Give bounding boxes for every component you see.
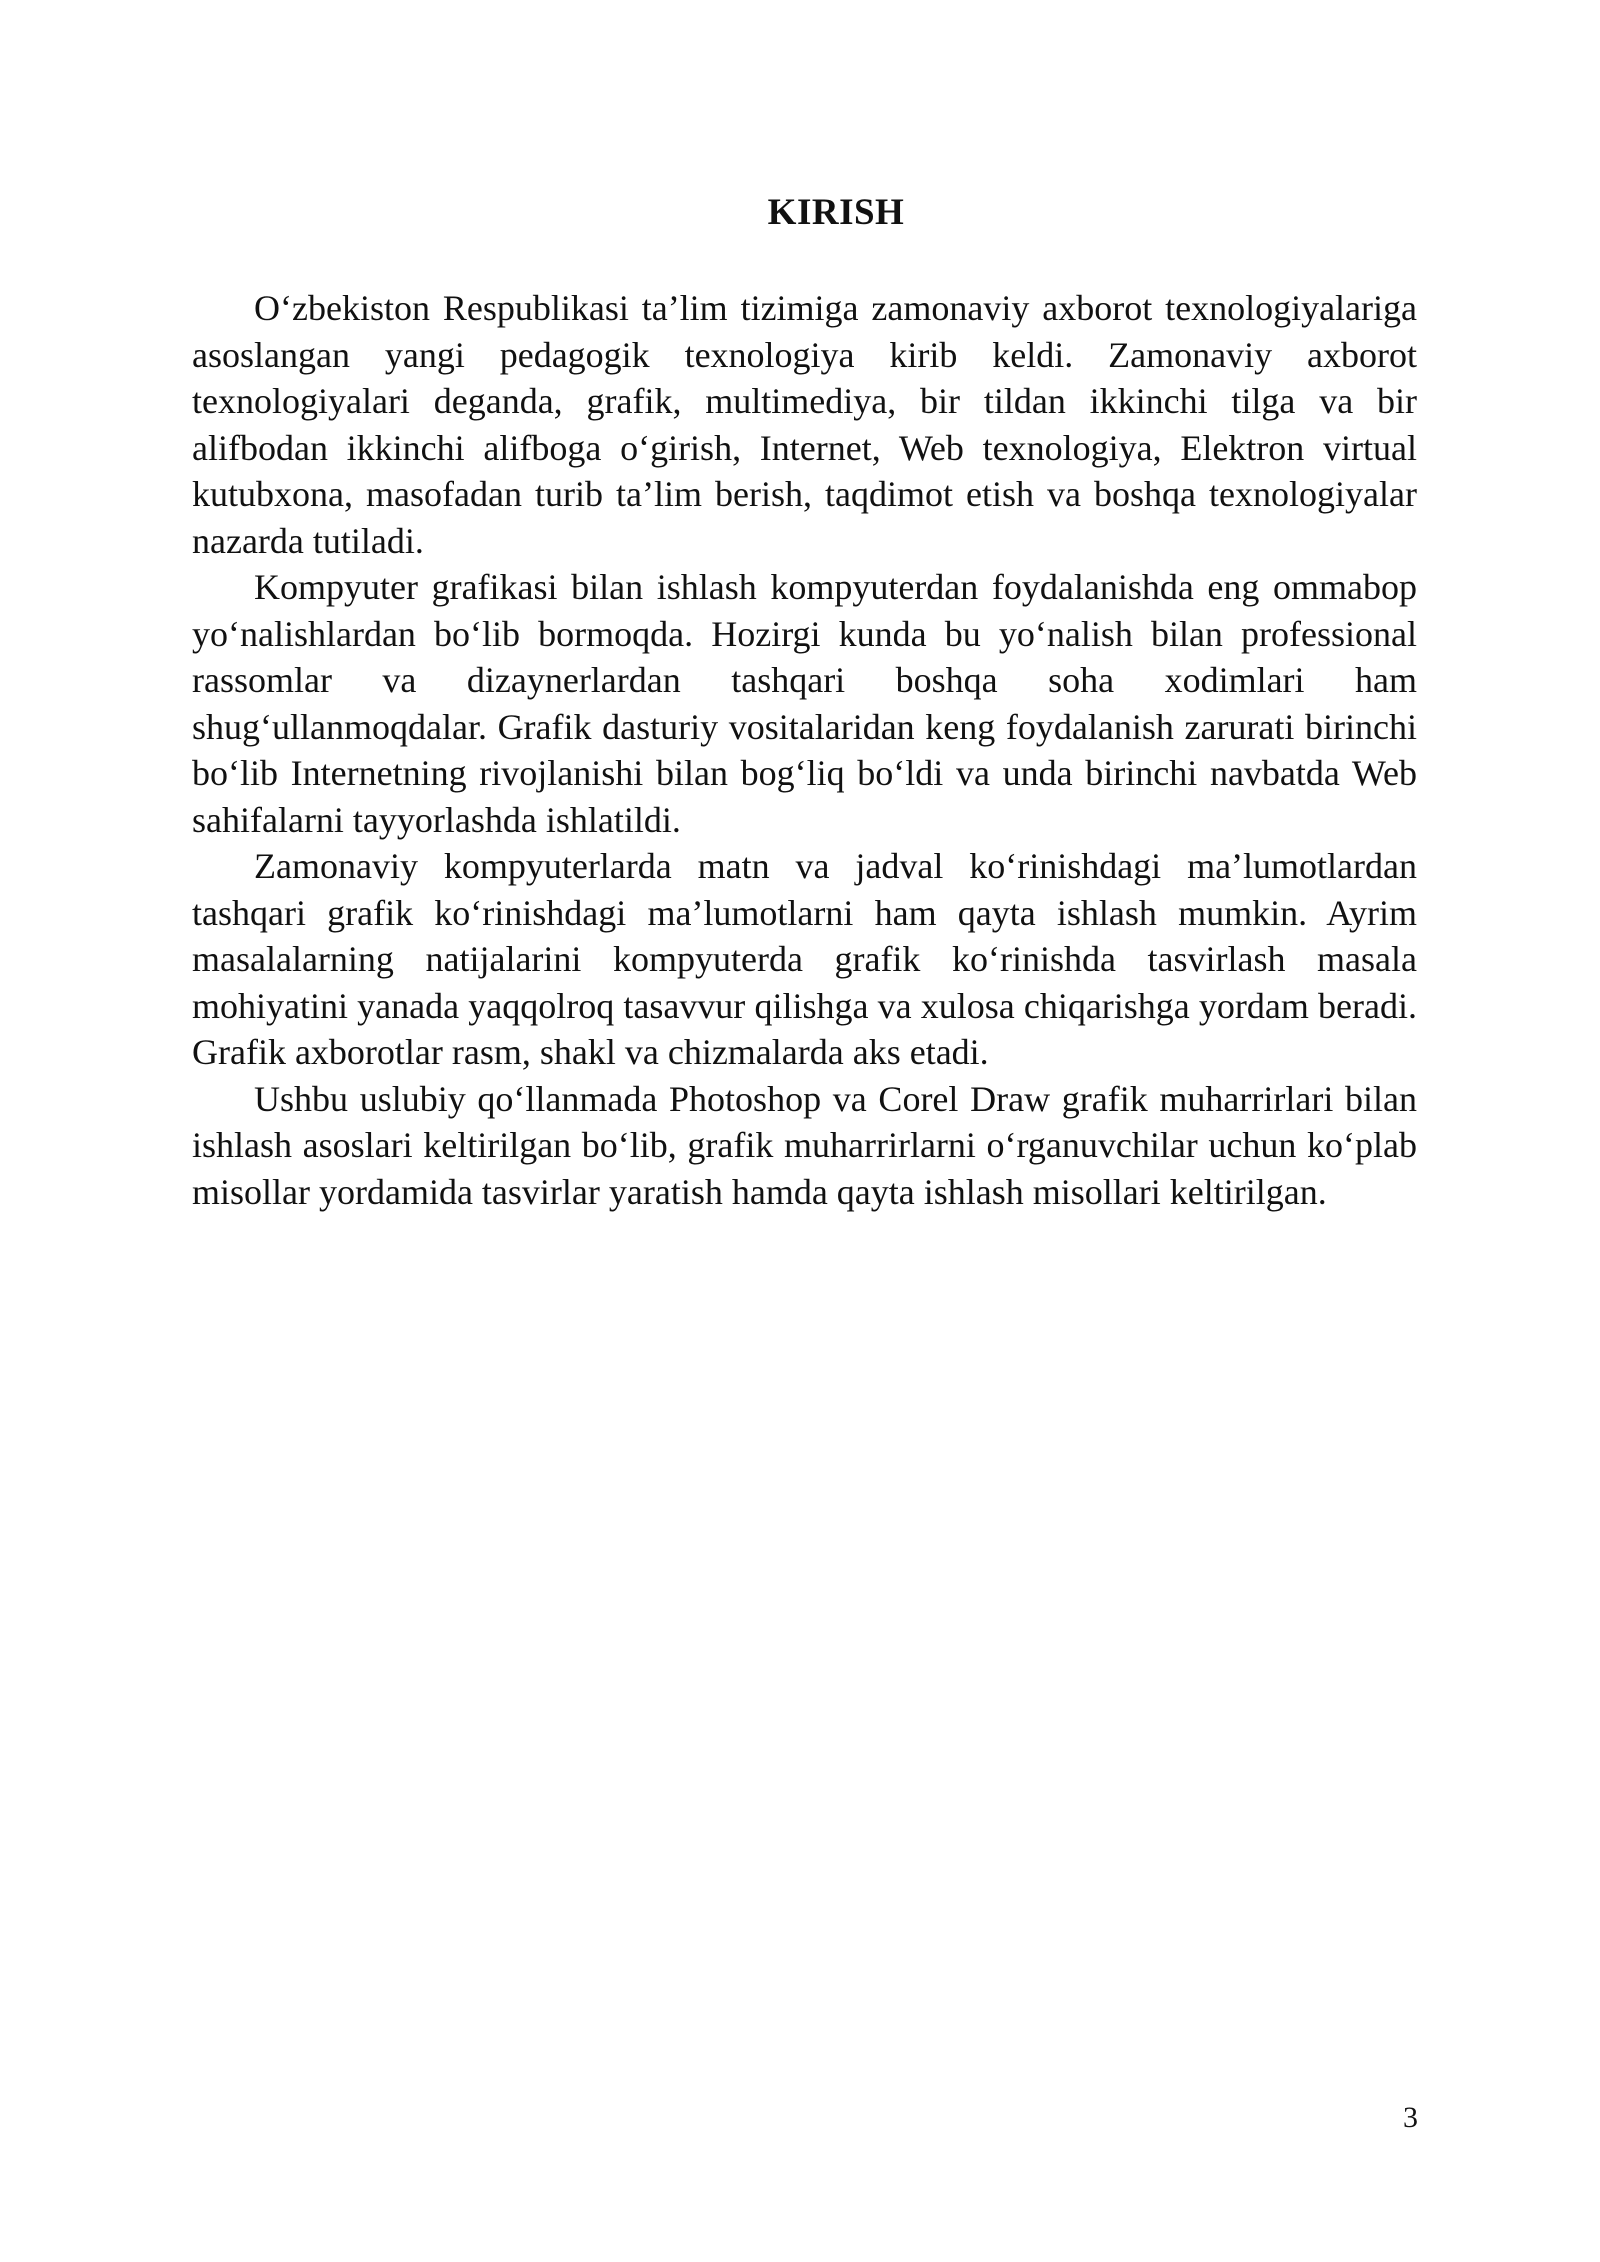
paragraph-2: Kompyuter grafikasi bilan ishlash kompyuterdan foydalanishda eng ommabop yo‘nalishlardan bo‘lib bormoqda. Hozirgi kunda bu yo‘nalish bilan professional rassomlar va dizaynerlardan tashqari boshqa soha xodimlari ham shug‘ullanmoqdalar. Grafik dasturiy vositalaridan keng foydalanish zarurati birinchi bo‘lib Internetning rivojlanishi bilan bog‘liq bo‘ldi va unda birinchi navbatda Web sahifalarni tayyorlashda ishlatildi. xyxy=(192,567,1417,840)
paragraph-1: O‘zbekiston Respublikasi ta’lim tizimiga zamonaviy axborot texnologiyalariga asoslangan yangi pedagogik texnologiya kirib keldi. Zamonaviy axborot texnologiyalari deganda, grafik, multimediya, bir tildan ikkinchi tilga va bir alifbodan ikkinchi alifboga o‘girish, Internet, Web texnologiya, Elektron virtual kutubxona, masofadan turib ta’lim berish, taqdimot etish va boshqa texnologiyalar nazarda tutiladi. xyxy=(192,288,1417,561)
paragraph-4: Ushbu uslubiy qo‘llanmada Photoshop va Corel Draw grafik muharrirlari bilan ishlash asoslari keltirilgan bo‘lib, grafik muharrirlarni o‘rganuvchilar uchun ko‘plab misollar yordamida tasvirlar yaratish hamda qayta ishlash misollari keltirilgan. xyxy=(192,1078,1417,1212)
body-text xyxy=(192,285,1417,1215)
page-number: 3 xyxy=(1403,2101,1418,2134)
page-heading: KIRISH xyxy=(767,192,905,233)
paragraph-3: Zamonaviy kompyuterlarda matn va jadval ko‘rinishdagi ma’lumotlardan tashqari grafik ko‘rinishdagi ma’lumotlarni ham qayta ishlash mumkin. Ayrim masalalarning natijalarini kompyuterda grafik ko‘rinishda tasvirlash masala mohiyatini yanada yaqqolroq tasavvur qilishga va xulosa chiqarishga yordam beradi. Grafik axborotlar rasm, shakl va chizmalarda aks etadi. xyxy=(192,846,1417,1072)
